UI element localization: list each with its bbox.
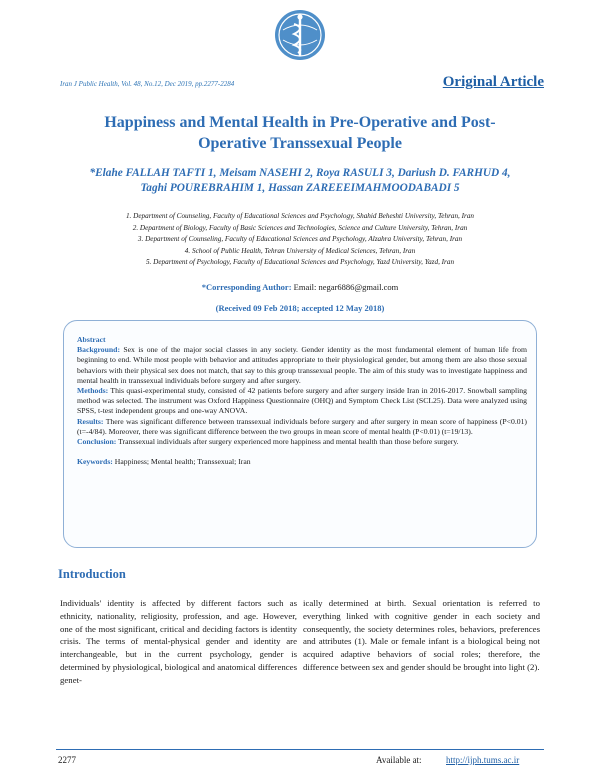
authors-line-2: Taghi POUREBRAHIM 1, Hassan ZAREEEIMAHMOODABADI 5 [140, 182, 460, 194]
background-label: Background: [77, 345, 121, 355]
abstract-results [77, 417, 527, 437]
abstract-conclusion [77, 437, 527, 447]
abstract-content [77, 335, 527, 467]
conclusion-label: Conclusion: [77, 437, 117, 447]
methods-label: Methods: [77, 386, 109, 396]
footer-divider [56, 749, 544, 750]
corresponding-author [60, 282, 540, 292]
authors-line-1: *Elahe FALLAH TAFTI 1, Meisam NASEHI 2, Roya RASULI 3, Dariush D. FARHUD 4, [89, 167, 511, 179]
journal-citation: Iran J Public Health, Vol. 48, No.12, Dec 2019, pp.2277-2284 [60, 80, 235, 88]
conclusion-text: Transsexual individuals after surgery experienced more happiness and mental health than those before surgery. [116, 437, 459, 447]
background-text: Sex is one of the major social classes in any society. Gender identity as the most fundamental element of human life from beginning to end. While most people with behavior and attitudes appropriate to their physiological gender, but among them are also those sexual behaviors with their physical sex does not match, that say to this group transsexual people. The aim of this study was to investigate happiness and mental health in transsexual individuals before surgery and after surgery. [77, 345, 527, 385]
methods-text: This quasi-experimental study, consisted of 42 patients before surgery and after surgery inside Iran in 2016-2017. Snowball sampling method was selected. The instrument was Oxford Happiness Questionnaire (OHQ) and Symptom Check List (SCL25). Data were analyzed using SPSS, t-test independent groups and one-way ANOVA. [77, 386, 527, 416]
affiliation-item: 1. Department of Counseling, Faculty of Educational Sciences and Psychology, Shahid Beheshti University, Tehran, Iran [125, 212, 475, 220]
received-dates: (Received 09 Feb 2018; accepted 12 May 2018) [215, 303, 385, 313]
results-text: There was significant difference between transsexual individuals before surgery and after surgery in mean score of happiness (P<0.01) (t=-4/84). Moreover, there was significant difference between the two groups in mean score of mental health (P<0.01) (t=19/13). [77, 416, 527, 436]
article-title [60, 112, 540, 154]
abstract-background [77, 345, 527, 386]
affiliation-list [60, 211, 540, 269]
author-list [60, 166, 540, 196]
page-number: 2277 [58, 755, 76, 765]
abstract-methods [77, 386, 527, 417]
available-at-label: Available at: [376, 755, 422, 765]
results-label: Results: [77, 416, 104, 426]
body-column-right: ically determined at birth. Sexual orientation is referred to everything linked with cognitive gender in each society and consequently, the society determines roles, behaviors, preferences and attributes (1). Male or female infant is a biological being not acquired adaptive behaviors of social roles; therefore, the difference between sex and gender should be brought into light (2). [303, 598, 540, 672]
article-type-label: Original Article [442, 74, 544, 90]
title-line-1: Happiness and Mental Health in Pre-Operative and Post- [104, 114, 496, 131]
affiliation-item: 3. Department of Counseling, Faculty of Educational Sciences and Psychology, Alzahra University, Tehran, Iran [137, 235, 463, 244]
affiliation-item: 4. School of Public Health, Tehran University of Medical Sciences, Tehran, Iran [184, 246, 416, 255]
title-line-2: Operative Transsexual People [198, 135, 402, 152]
abstract-heading: Abstract [77, 335, 106, 344]
abstract-box [63, 320, 537, 548]
corresponding-author-label: *Corresponding Author: [201, 282, 292, 292]
introduction-heading: Introduction [58, 567, 126, 581]
affiliation-item: 2. Department of Biology, Faculty of Basic Sciences and Technologies, Science and Culture University, Tehran, Iran [132, 223, 468, 232]
keywords-label: Keywords: [77, 457, 113, 467]
body-column-left: Individuals' identity is affected by different factors such as ethnicity, nationality, religiosity, profession, and age. However, one of the most significant, critical and deciding factors is identity crisis. The terms of mental-physical gender and identity are interchangeable, but in the current psychology, gender is determined by physiological, biological and anatomical differences genet- [60, 598, 297, 685]
caduceus-logo-icon [273, 8, 327, 62]
keywords-text: Happiness; Mental health; Transsexual; Iran [112, 457, 251, 467]
journal-url-link[interactable]: http://ijph.tums.ac.ir [446, 755, 520, 765]
abstract-keywords [77, 457, 527, 467]
corresponding-author-email: Email: negar6886@gmail.com [291, 282, 399, 292]
affiliation-item: 5. Department of Psychology, Faculty of Educational Sciences and Psychology, Yazd University, Yazd, Iran [145, 258, 455, 267]
